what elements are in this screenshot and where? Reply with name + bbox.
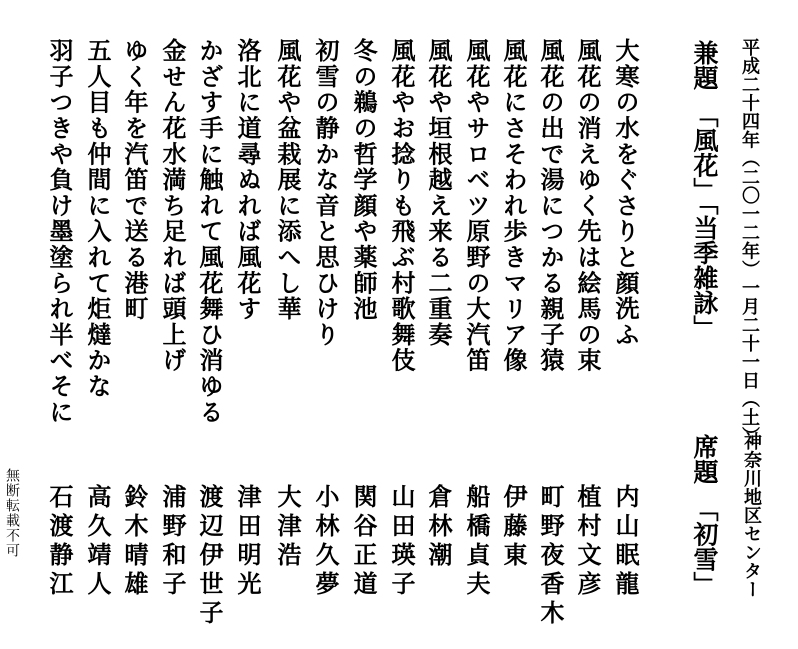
haiku-line: 初雪の静かな音と思ひけり: [311, 38, 340, 348]
author-name: 倉林潮: [424, 484, 453, 571]
author-name: 町野夜香木: [536, 484, 565, 629]
author-name: 渡辺伊世子: [195, 484, 224, 629]
haiku-line: 風花や垣根越え来る二重奏: [424, 38, 453, 348]
author-name: 船橋貞夫: [462, 484, 491, 600]
author-name: 鈴木晴雄: [120, 484, 149, 600]
haiku-line: 風花や盆栽展に添へし華: [273, 38, 302, 322]
haiku-line: 洛北に道尋ぬれば風花す: [233, 38, 262, 322]
author-name: 内山眠龍: [611, 484, 640, 600]
haiku-line: 風花の出で湯につかる親子猿: [536, 38, 565, 374]
haiku-line: 五人目も仲間に入れて炬燵かな: [83, 38, 112, 400]
haiku-line: 風花にさそわれ歩きマリア像: [499, 38, 528, 374]
haiku-line: 羽子つきや負け墨塗られ半べそに: [45, 38, 74, 425]
author-name: 伊藤東: [499, 484, 528, 571]
author-name: 大津浩: [273, 484, 302, 571]
copyright-notice: 無断転載不可: [4, 468, 20, 558]
haiku-line: かざす手に触れて風花舞ひ消ゆる: [195, 38, 224, 425]
author-name: 浦野和子: [158, 484, 187, 600]
date-line: 平成二十四年（二〇一二年）一月二十一日（土）: [739, 38, 760, 445]
author-name: 小林久夢: [311, 484, 340, 600]
author-name: 関谷正道: [349, 484, 378, 600]
author-name: 植村文彦: [573, 484, 602, 600]
haiku-line: 金せん花水満ち足れば頭上げ: [158, 38, 187, 374]
author-name: 山田瑛子: [387, 484, 416, 600]
haiku-line: 風花やサロベツ原野の大汽笛: [462, 38, 491, 374]
haiku-line: 冬の鵜の哲学顔や薬師池: [349, 38, 378, 322]
seat-topic-line: 席題 「初雪」: [690, 434, 719, 597]
author-name: 高久靖人: [83, 484, 112, 600]
author-name: 石渡静江: [45, 484, 74, 600]
venue-name: 神奈川地区センター: [741, 432, 762, 599]
author-name: 津田明光: [233, 484, 262, 600]
haiku-line: 大寒の水をぐさりと顔洗ふ: [611, 38, 640, 348]
haiku-line: ゆく年を汽笛で送る港町: [120, 38, 149, 322]
subject-line: 兼題 「風花」「当季雑詠」: [690, 40, 719, 340]
haiku-line: 風花の消えゆく先は絵馬の束: [573, 38, 602, 374]
haiku-line: 風花やお捻りも飛ぶ村歌舞伎: [387, 38, 416, 374]
